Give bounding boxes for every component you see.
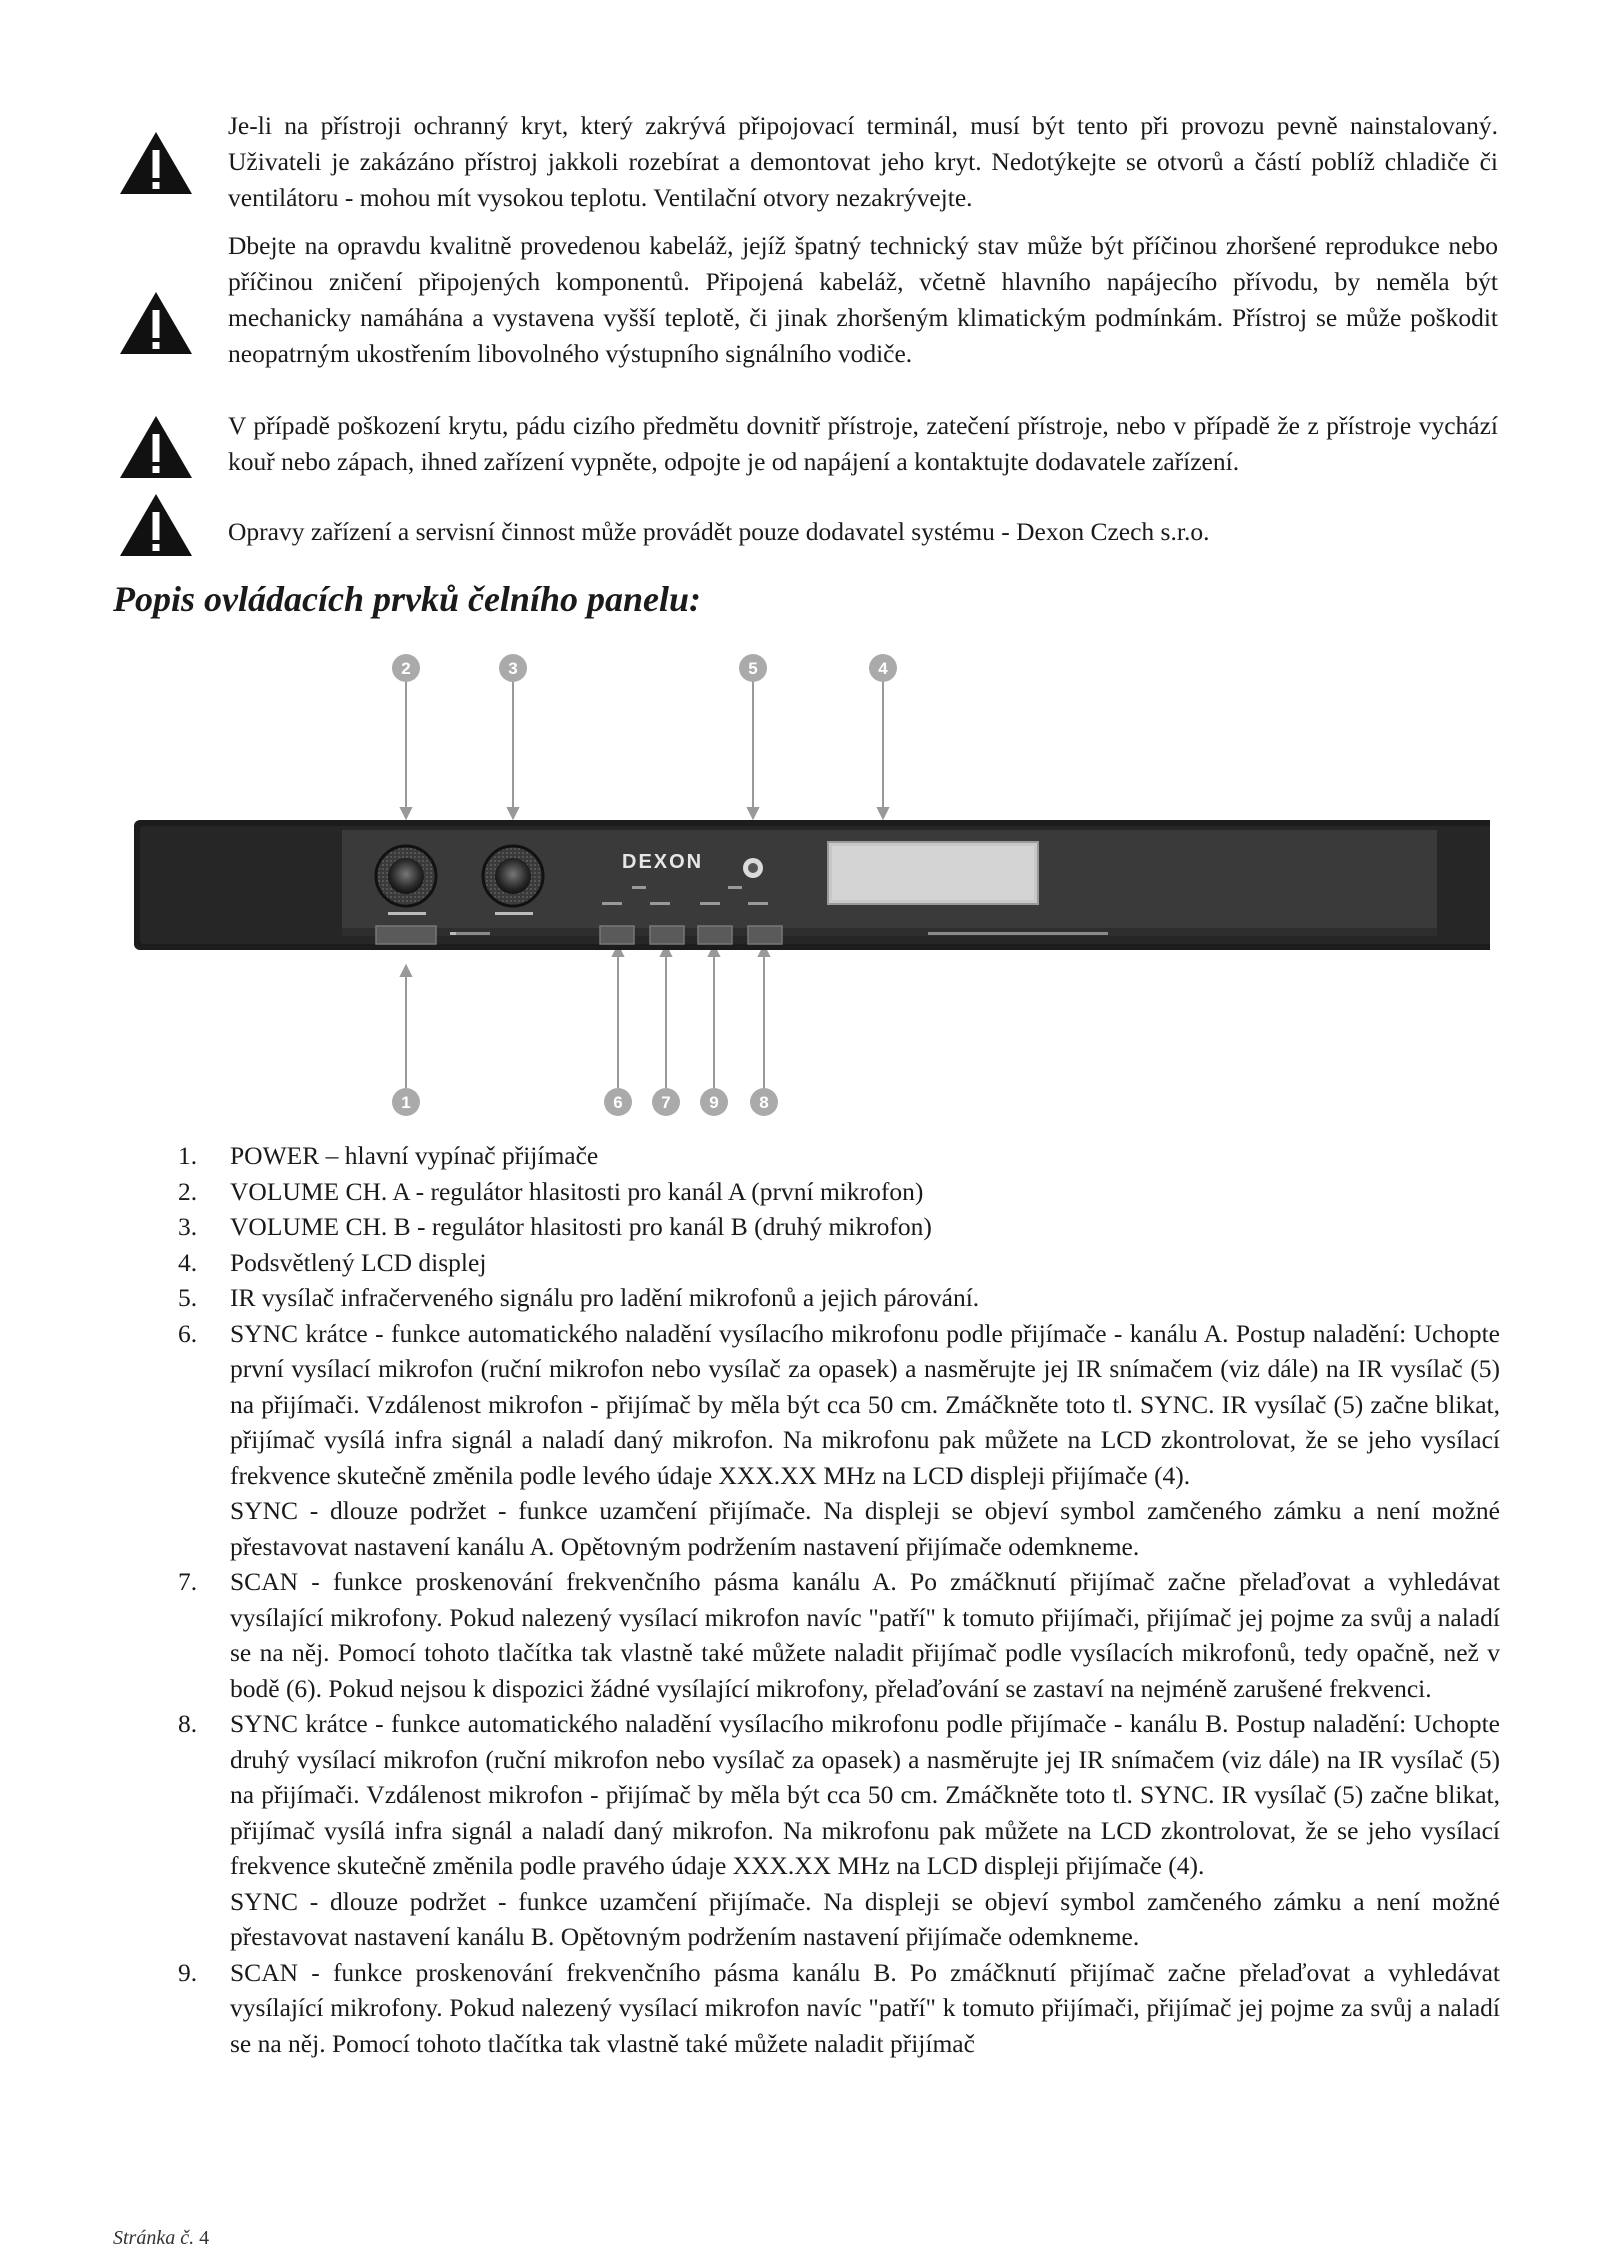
- item-text: VOLUME CH. A - regulátor hlasitosti pro kanál A (první mikrofon): [230, 1176, 924, 1206]
- item-number: 8.: [178, 1709, 198, 1738]
- warning-text-1: [228, 108, 1498, 216]
- sync-a-button[interactable]: [600, 926, 634, 944]
- warning-paragraph: Opravy zařízení a servisní činnost může provádět pouze dodavatel systému - Dexon Czech s.r.o.: [228, 517, 1210, 546]
- scan-a-button[interactable]: [650, 926, 684, 944]
- item-text: SCAN - funkce proskenování frekvenčního pásma kanálu B. Po zmáčknutí přijímač začne přelaďovat a vyhledávat vysílající mikrofony. Pokud nalezený vysílací mikrofon navíc "patří" k tomuto přijímači, přijímač jej pojme za svůj a naladí se na něj. Pomocí tohoto tlačítka tak vlastně také můžete naladit přijímač: [230, 1957, 1500, 2058]
- callout-3: [499, 654, 527, 682]
- item-number: 9.: [178, 1957, 198, 1987]
- svg-text:3: 3: [508, 659, 518, 678]
- callout-9: [700, 1088, 728, 1116]
- list-item: [170, 1280, 1500, 1316]
- warning-triangle-icon: [118, 290, 194, 356]
- list-item: [170, 1245, 1500, 1281]
- svg-text:8: 8: [759, 1093, 769, 1112]
- svg-text:5: 5: [748, 659, 758, 678]
- list-item: [170, 1316, 1500, 1565]
- svg-text:4: 4: [878, 659, 888, 678]
- warning-paragraph: Je-li na přístroji ochranný kryt, který zakrývá připojovací terminál, musí být tento při provozu pevně nainstalovaný. Uživateli je zakázáno přístroj jakkoli rozebírat a demontovat jeho kryt. Nedotýkejte se otvorů a částí poblíž chladiče či ventilátoru - mohou mít vysokou teplotu. Ventilační otvory nezakrývejte.: [228, 111, 1498, 212]
- list-item: [170, 1138, 1500, 1174]
- warning-text-3: [228, 408, 1498, 480]
- front-panel-illustration: [110, 640, 1490, 1130]
- warning-triangle-icon: [118, 492, 194, 558]
- item-text: VOLUME CH. B - regulátor hlasitosti pro kanál B (druhý mikrofon): [230, 1212, 932, 1241]
- warning-block-3: [118, 408, 1498, 514]
- callout-5: [739, 654, 767, 682]
- page-footer: [113, 2227, 209, 2250]
- item-text: SCAN - funkce proskenování frekvenčního pásma kanálu A. Po zmáčknutí přijímač začne přelaďovat a vyhledávat vysílající mikrofony. Pokud nalezený vysílací mikrofon navíc "patří" k tomuto přijímači, přijímač jej pojme za svůj a naladí se na něj. Pomocí tohoto tlačítka tak vlastně také můžete naladit přijímač podle vysílacích mikrofonů, tedy opačně, než v bodě (6). Pokud nejsou k dispozici žádné vysílající mikrofony, přelaďování se zastaví na nejméně zarušené frekvenci.: [230, 1567, 1500, 1703]
- svg-text:2: 2: [401, 659, 411, 678]
- list-item: [170, 1955, 1500, 2062]
- list-item: [170, 1564, 1500, 1706]
- footer-label: Stránka č.: [113, 2227, 195, 2249]
- warning-block-1: [118, 108, 1498, 224]
- sync-b-button[interactable]: [748, 926, 782, 944]
- callout-4: [869, 654, 897, 682]
- item-number: 3.: [178, 1212, 198, 1241]
- callout-2: [392, 654, 420, 682]
- item-text: IR vysílač infračerveného signálu pro ladění mikrofonů a jejich párování.: [230, 1283, 980, 1312]
- warning-block-4: [118, 514, 1498, 558]
- warning-triangle-icon: [118, 414, 194, 480]
- item-number: 5.: [178, 1283, 198, 1312]
- warning-block-2: [118, 228, 1498, 406]
- item-number: 7.: [178, 1567, 198, 1596]
- item-text: Podsvětlený LCD displej: [230, 1247, 487, 1277]
- item-number: 6.: [178, 1318, 198, 1348]
- item-text: SYNC krátce - funkce automatického naladění vysílacího mikrofonu podle přijímače - kanálu B. Postup naladění: Uchopte druhý vysílací mikrofon (ruční mikrofon nebo vysílač za opasek) a nasměrujte jej IR snímačem (viz dále) na IR vysílač (5) na přijímači. Vzdálenost mikrofon - přijímač by měla být cca 50 cm. Zmáčkněte toto tl. SYNC. IR vysílač (5) začne blikat, přijímač vysílá infra signál a naladí daný mikrofon. Na mikrofonu pak můžete na LCD zkontrolovat, že se jeho vysílací frekvence skutečně změnila podle pravého údaje XXX.XX MHz na LCD displeji přijímače (4).: [230, 1709, 1500, 1880]
- warning-triangle-icon: [118, 130, 194, 196]
- page-number: 4: [199, 2227, 210, 2249]
- list-item: [170, 1174, 1500, 1210]
- item-text: SYNC - dlouze podržet - funkce uzamčení přijímače. Na displeji se objeví symbol zamčeného zámku a není možné přestavovat nastavení kanálu B. Opětovným podržením nastavení přijímače odemkneme.: [230, 1886, 1500, 1951]
- list-item: [170, 1209, 1500, 1245]
- svg-text:1: 1: [401, 1093, 411, 1112]
- warning-paragraph: Dbejte na opravdu kvalitně provedenou kabeláž, jejíž špatný technický stav může být příčinou zhoršené reprodukce nebo příčinou zničení připojených komponentů. Připojená kabeláž, včetně hlavního napájecího přívodu, by neměla být mechanicky namáhána a vystavena vyšší teplotě, či jinak zhoršeným klimatickým podmínkám. Přístroj se může poškodit neopatrným ukostřením libovolného výstupního signálního vodiče.: [228, 231, 1498, 368]
- item-text: POWER – hlavní vypínač přijímače: [230, 1141, 599, 1170]
- item-number: 4.: [178, 1247, 198, 1277]
- scan-b-button[interactable]: [698, 926, 732, 944]
- callout-1: [392, 1088, 420, 1116]
- callout-6: [604, 1088, 632, 1116]
- svg-text:7: 7: [661, 1093, 671, 1112]
- warning-text-4: [228, 514, 1498, 550]
- callout-8: [750, 1088, 778, 1116]
- receiver-front-panel: [134, 820, 1490, 950]
- warning-paragraph: V případě poškození krytu, pádu cizího předmětu dovnitř přístroje, zatečení přístroje, nebo v případě že z přístroje vychází kouř nebo zápach, ihned zařízení vypněte, odpojte je od napájení a kontaktujte dodavatele zařízení.: [228, 411, 1498, 476]
- power-button[interactable]: [376, 926, 436, 944]
- warning-text-2: [228, 228, 1498, 372]
- item-text: SYNC krátce - funkce automatického naladění vysílacího mikrofonu podle přijímače - kanálu A. Postup naladění: Uchopte první vysílací mikrofon (ruční mikrofon nebo vysílač za opasek) a nasměrujte jej IR snímačem (viz dále) na IR vysílač (5) na přijímači. Vzdálenost mikrofon - přijímač by měla být cca 50 cm. Zmáčkněte toto tl. SYNC. IR vysílač (5) začne blikat, přijímač vysílá infra signál a naladí daný mikrofon. Na mikrofonu pak můžete na LCD zkontrolovat, že se jeho vysílací frekvence skutečně změnila podle levého údaje XXX.XX MHz na LCD displeji přijímače (4).: [230, 1318, 1500, 1490]
- callout-7: [652, 1088, 680, 1116]
- dexon-logo: DEXON: [622, 851, 704, 873]
- svg-text:6: 6: [613, 1093, 623, 1112]
- item-number: 2.: [178, 1176, 198, 1206]
- svg-text:9: 9: [709, 1093, 719, 1112]
- item-text: SYNC - dlouze podržet - funkce uzamčení přijímače. Na displeji se objeví symbol zamčeného zámku a není možné přestavovat nastavení kanálu A. Opětovným podržením nastavení přijímače odemkneme.: [230, 1496, 1500, 1561]
- list-item: [170, 1706, 1500, 1955]
- item-number: 1.: [178, 1141, 198, 1170]
- controls-list: [170, 1138, 1500, 2061]
- section-title: Popis ovládacích prvků čelního panelu:: [113, 579, 701, 619]
